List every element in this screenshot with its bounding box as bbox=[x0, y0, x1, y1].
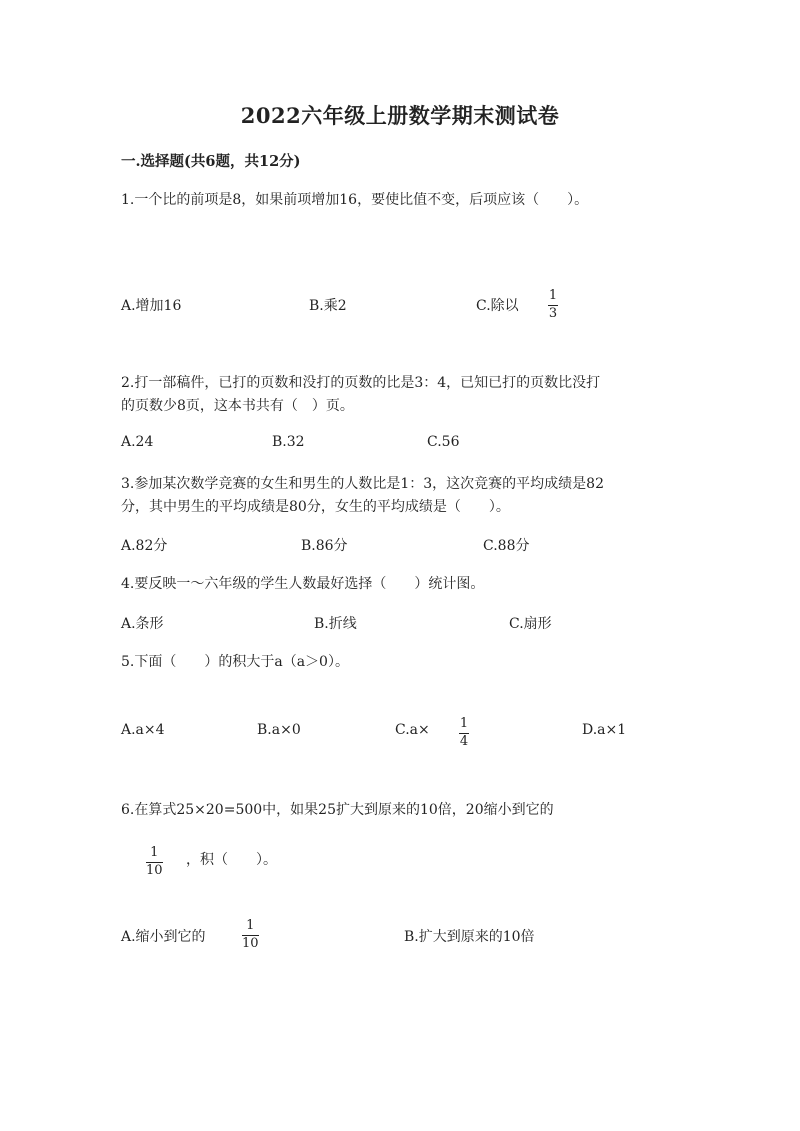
q6-option-a: A.缩小到它的 bbox=[121, 929, 206, 945]
fraction-denominator: 4 bbox=[459, 734, 469, 749]
q1-option-a: A.增加16 bbox=[121, 298, 182, 314]
q2-option-b: B.32 bbox=[272, 434, 305, 450]
q4-option-c: C.扇形 bbox=[509, 616, 552, 632]
fraction-numerator: 1 bbox=[150, 845, 159, 860]
q4-option-b: B.折线 bbox=[314, 616, 357, 632]
q3-option-b: B.86分 bbox=[301, 538, 348, 554]
section-heading: 一.选择题(共6题，共12分) bbox=[121, 153, 301, 170]
question-3-line-2: 分，其中男生的平均成绩是80分，女生的平均成绩是（ ）。 bbox=[121, 499, 510, 515]
question-1: 1.一个比的前项是8，如果前项增加16，要使比值不变，后项应该（ ）。 bbox=[121, 192, 589, 208]
question-6-line-2: ，积（ ）。 bbox=[186, 852, 277, 868]
fraction-numerator: 1 bbox=[459, 716, 469, 731]
q5-option-d: D.a×1 bbox=[582, 722, 627, 738]
question-6-line-1: 6.在算式25×20=500中，如果25扩大到原来的10倍，20缩小到它的 bbox=[121, 802, 554, 818]
fraction-numerator: 1 bbox=[246, 918, 255, 933]
q2-option-c: C.56 bbox=[427, 434, 460, 450]
q6-fraction bbox=[146, 846, 163, 878]
q5-option-b: B.a×0 bbox=[257, 722, 301, 738]
question-5: 5.下面（ ）的积大于a（a＞0）。 bbox=[121, 654, 349, 670]
q5-option-c: C.a× bbox=[395, 722, 430, 738]
question-4: 4.要反映一～六年级的学生人数最好选择（ ）统计图。 bbox=[121, 576, 485, 592]
q1-option-b: B.乘2 bbox=[309, 298, 347, 314]
question-2-line-2: 的页数少8页，这本书共有（ ）页。 bbox=[121, 398, 354, 414]
q6-option-b: B.扩大到原来的10倍 bbox=[404, 929, 535, 945]
question-3-line-1: 3.参加某次数学竞赛的女生和男生的人数比是1：3，这次竞赛的平均成绩是82 bbox=[121, 476, 604, 492]
q1-option-c-fraction bbox=[548, 289, 558, 321]
q5-option-c-fraction bbox=[459, 717, 469, 749]
q5-option-a: A.a×4 bbox=[121, 722, 165, 738]
q3-option-c: C.88分 bbox=[483, 538, 530, 554]
page-title: 2022六年级上册数学期末测试卷 bbox=[240, 103, 560, 128]
q3-option-a: A.82分 bbox=[121, 538, 168, 554]
fraction-denominator: 10 bbox=[242, 936, 259, 951]
q4-option-a: A.条形 bbox=[121, 616, 164, 632]
question-2-line-1: 2.打一部稿件，已打的页数和没打的页数的比是3：4，已知已打的页数比没打 bbox=[121, 375, 601, 391]
fraction-denominator: 3 bbox=[548, 306, 558, 321]
q2-option-a: A.24 bbox=[121, 434, 154, 450]
q6-option-a-fraction bbox=[242, 919, 259, 951]
q1-option-c: C.除以 bbox=[476, 298, 519, 314]
fraction-denominator: 10 bbox=[146, 863, 163, 878]
fraction-numerator: 1 bbox=[548, 288, 558, 303]
